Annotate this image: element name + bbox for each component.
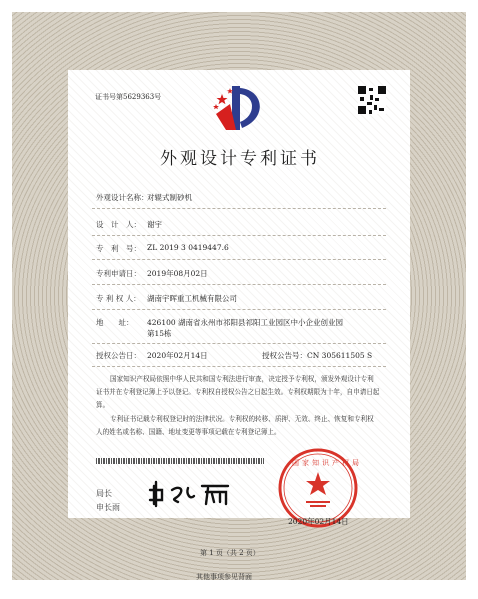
seal-date: 2020年02月14日 — [288, 517, 349, 526]
grant-date-label: 授权公告日： — [96, 351, 141, 360]
address-value: 426100 湖南省永州市祁阳县祁阳工业园区中小企业创业园第15栋 — [147, 318, 344, 338]
divider — [92, 284, 386, 285]
address-label: 地 址： — [96, 318, 134, 327]
application-date-label: 专利申请日： — [96, 269, 141, 278]
designer-label: 设 计 人： — [96, 220, 141, 229]
page-indicator: 第 1 页（共 2 页） — [200, 549, 260, 557]
legal-statement-2: 专利证书记载专利权登记时的法律状况。专利权的转移、质押、无效、终止、恢复和专利权人的姓名或名称、国籍、地址变更等事项记载在专利登记簿上。 — [96, 415, 374, 436]
certificate-title: 外观设计专利证书 — [160, 149, 320, 169]
patent-number-value: ZL 2019 3 0419447.6 — [147, 243, 229, 252]
grant-date-value: 2020年02月14日 — [147, 351, 208, 360]
patentee-label: 专 利 权 人： — [96, 294, 141, 303]
application-date-value: 2019年08月02日 — [147, 269, 208, 278]
designer-value: 谢宇 — [147, 220, 162, 229]
barcode-strip — [96, 458, 264, 464]
patent-office-logo — [212, 78, 270, 136]
certificate-number: 证书号第5629363号 — [95, 93, 162, 101]
divider — [92, 366, 386, 367]
handwritten-signature — [148, 478, 236, 508]
divider — [92, 235, 386, 236]
design-name-label: 外观设计名称： — [96, 193, 149, 202]
design-name-value: 对辊式制砂机 — [147, 193, 192, 202]
signature-name: 申长雨 — [96, 503, 120, 512]
divider — [92, 259, 386, 260]
qr-code — [358, 86, 386, 114]
signature-title: 局长 — [96, 489, 112, 498]
patentee-value: 湖南宇晖重工机械有限公司 — [147, 294, 237, 303]
patent-number-label: 专 利 号： — [96, 244, 141, 253]
seal-text: 国家知识产权局 — [292, 459, 362, 467]
divider — [92, 343, 386, 344]
divider — [92, 208, 386, 209]
divider — [92, 309, 386, 310]
legal-statement-1: 国家知识产权局依照中华人民共和国专利法进行审查，决定授予专利权，颁发外观设计专利证书并在专利登记簿上予以登记。专利权自授权公告之日起生效。专利权期限为十年，自申请日起算。 — [96, 375, 380, 409]
footer-note: 其他事项参见背面 — [196, 573, 252, 581]
publication-number: 授权公告号：CN 305611505 S — [262, 351, 373, 360]
